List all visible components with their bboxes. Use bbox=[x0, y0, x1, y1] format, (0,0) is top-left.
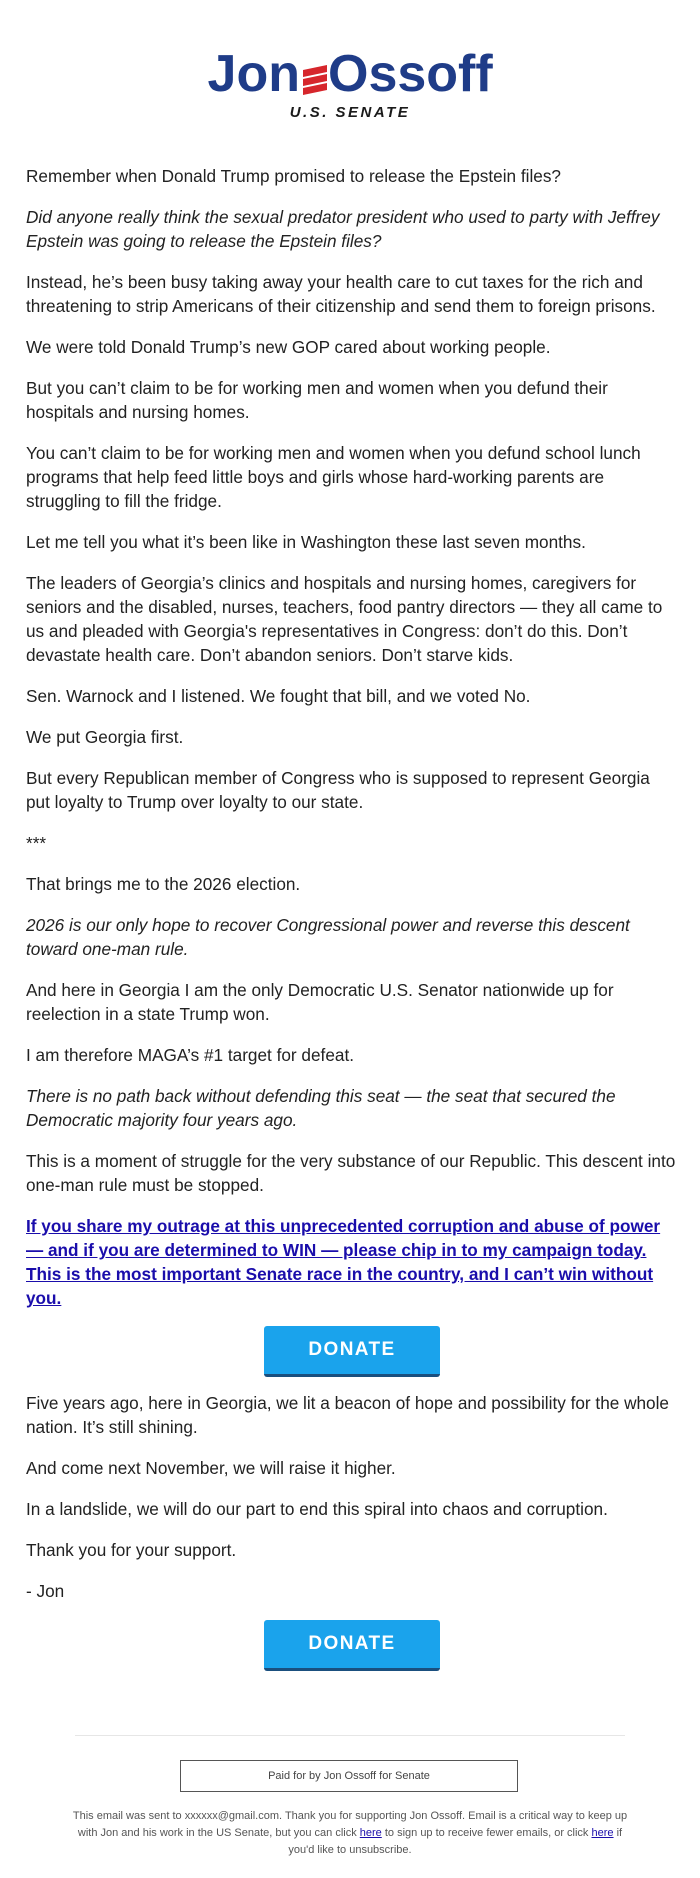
paragraph: Five years ago, here in Georgia, we lit a beacon of hope and possibility for the whole nation. It’s still shining. bbox=[26, 1393, 669, 1437]
recipient-email: xxxxxx@gmail.com bbox=[184, 1810, 280, 1822]
paragraph: And come next November, we will raise it higher. bbox=[26, 1458, 396, 1478]
paid-for-disclaimer: Paid for by Jon Ossoff for Senate bbox=[180, 1760, 518, 1792]
paragraph: And here in Georgia I am the only Democratic U.S. Senator nationwide up for reelection in a state Trump won. bbox=[26, 980, 614, 1024]
donate-button-row bbox=[26, 1326, 678, 1377]
footer-text bbox=[70, 1808, 630, 1859]
donate-button-2[interactable]: DONATE bbox=[264, 1620, 440, 1671]
paragraph: We were told Donald Trump’s new GOP cared about working people. bbox=[26, 337, 551, 357]
flag-stripes-icon bbox=[303, 65, 327, 95]
paragraph: Let me tell you what it’s been like in Washington these last seven months. bbox=[26, 532, 586, 552]
footer-text-part: to sign up to receive fewer emails, or click bbox=[381, 1827, 592, 1839]
paragraph: Sen. Warnock and I listened. We fought that bill, and we voted No. bbox=[26, 686, 531, 706]
logo-name-left: Jon bbox=[207, 45, 300, 103]
paragraph: Did anyone really think the sexual predator president who used to party with Jeffrey Epstein was going to release the Epstein files? bbox=[26, 207, 660, 251]
donate-cta-link[interactable]: If you share my outrage at this unprecedented corruption and abuse of power — and if you are determined to WIN — please chip in to my campaign today. This is the most important Senate race in the country, and I can’t win without you. bbox=[26, 1216, 661, 1308]
paragraph: This is a moment of struggle for the very substance of our Republic. This descent into one-man rule must be stopped. bbox=[26, 1151, 676, 1195]
paragraph: In a landslide, we will do our part to end this spiral into chaos and corruption. bbox=[26, 1499, 608, 1519]
fewer-emails-link[interactable]: here bbox=[359, 1827, 382, 1839]
paragraph: 2026 is our only hope to recover Congressional power and reverse this descent toward one-man rule. bbox=[26, 915, 630, 959]
paragraph: But you can’t claim to be for working men and women when you defund their hospitals and nursing homes. bbox=[26, 378, 608, 422]
paragraph: There is no path back without defending this seat — the seat that secured the Democratic majority four years ago. bbox=[26, 1086, 616, 1130]
paragraph: Remember when Donald Trump promised to release the Epstein files? bbox=[26, 166, 561, 186]
logo-subtitle: U.S. SENATE bbox=[289, 104, 411, 121]
cta-paragraph bbox=[26, 1214, 678, 1310]
paragraph: But every Republican member of Congress who is supposed to represent Georgia put loyalty to Trump over loyalty to our state. bbox=[26, 768, 650, 812]
paragraph: I am therefore MAGA’s #1 target for defeat. bbox=[26, 1045, 354, 1065]
signature: - Jon bbox=[26, 1581, 65, 1601]
paragraph: You can’t claim to be for working men and women when you defund school lunch programs that help feed little boys and girls whose hard-working parents are struggling to fill the fridge. bbox=[26, 443, 641, 511]
email-body bbox=[26, 164, 678, 1685]
paragraph: Instead, he’s been busy taking away your health care to cut taxes for the rich and threatening to strip Americans of their citizenship and send them to foreign prisons. bbox=[26, 272, 656, 316]
paragraph: The leaders of Georgia’s clinics and hospitals and nursing homes, caregivers for seniors and the disabled, nurses, teachers, food pantry directors — they all came to us and pleaded with Georgia's representatives in Congress: don’t do this. Don’t devastate health care. Don’t abandon seniors. Don’t starve kids. bbox=[26, 573, 663, 665]
logo-name-right: Ossoff bbox=[328, 45, 493, 103]
footer-text-part: if you'd like to unsubscribe. bbox=[288, 1827, 623, 1856]
donate-button-row-2 bbox=[26, 1620, 678, 1671]
paragraph: Thank you for your support. bbox=[26, 1540, 237, 1560]
separator-stars: *** bbox=[26, 833, 47, 853]
footer-text-part: . Thank you for supporting Jon Ossoff. Email is a critical way to keep up with Jon and his work in the US Senate, but you can click bbox=[77, 1810, 628, 1839]
campaign-logo bbox=[0, 44, 700, 122]
paragraph: That brings me to the 2026 election. bbox=[26, 874, 301, 894]
paragraph: We put Georgia first. bbox=[26, 727, 184, 747]
footer-text-part: This email was sent to bbox=[72, 1810, 185, 1822]
footer-divider bbox=[75, 1735, 625, 1736]
donate-button[interactable]: DONATE bbox=[264, 1326, 440, 1377]
unsubscribe-link[interactable]: here bbox=[591, 1827, 614, 1839]
